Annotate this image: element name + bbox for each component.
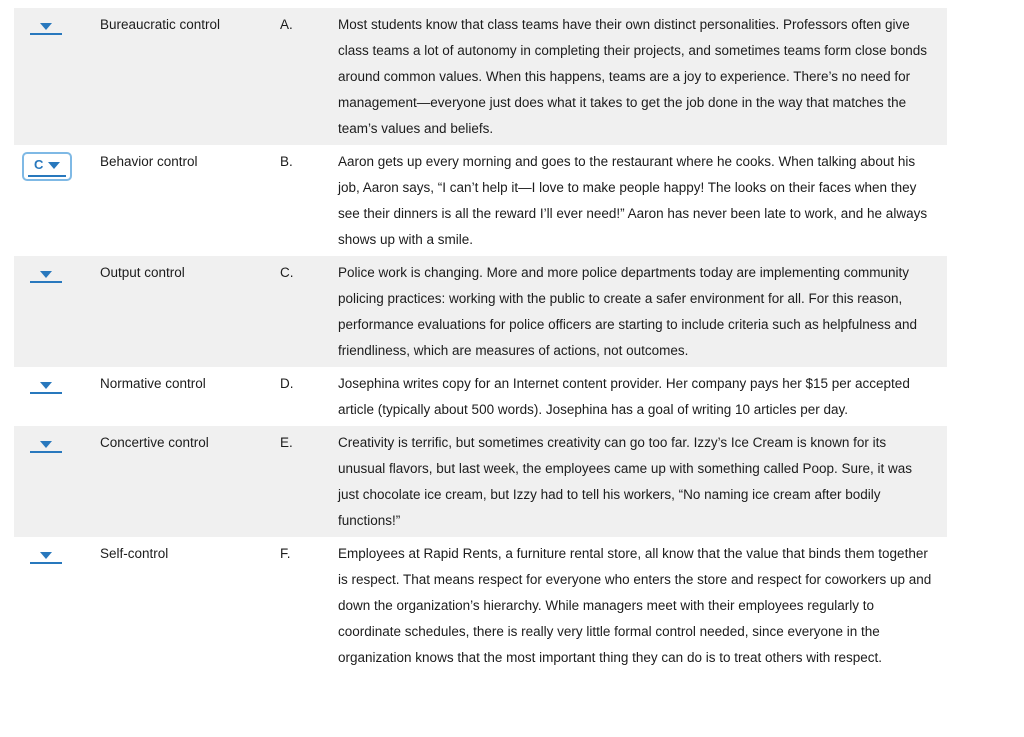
answer-dropdown-face <box>30 269 62 283</box>
option-letter: D. <box>280 376 294 391</box>
answer-dropdown-face <box>30 380 62 394</box>
answer-dropdown[interactable] <box>30 265 62 283</box>
answer-dropdown[interactable] <box>30 376 62 394</box>
match-row <box>14 145 947 256</box>
control-type-label: Behavior control <box>100 154 198 169</box>
answer-cell <box>14 12 100 142</box>
answer-dropdown[interactable] <box>30 546 62 564</box>
control-type-label: Concertive control <box>100 435 209 450</box>
scenario-text: Police work is changing. More and more police departments today are implementing community policing practices: working with the public to create a safer environment for all. For this reason, performance evaluations for police officers are starting to include criteria such as helpfulness and friendliness, which are measures of actions, not outcomes. <box>338 265 918 358</box>
option-letter: C. <box>280 265 294 280</box>
option-letter: E. <box>280 435 293 450</box>
matching-table <box>14 8 947 674</box>
scenario-text: Josephina writes copy for an Internet content provider. Her company pays her $15 per accepted article (typically about 500 words). Josephina has a goal of writing 10 articles per day. <box>338 376 910 417</box>
control-type-label: Self-control <box>100 546 169 561</box>
scenario-text: Employees at Rapid Rents, a furniture rental store, all know that the value that binds them together is respect. That means respect for everyone who enters the store and respect for coworkers up and down the organization’s hierarchy. While managers meet with their employees regularly to coordinate schedules, there is really very little formal control needed, since everyone in the organization knows that the most important thing they can do is to treat others with respect. <box>338 546 932 665</box>
answer-dropdown-face <box>30 550 62 564</box>
answer-cell <box>14 371 100 423</box>
chevron-down-icon <box>40 382 52 389</box>
answer-cell <box>14 260 100 364</box>
control-type-label: Bureaucratic control <box>100 17 221 32</box>
answer-cell <box>14 430 100 534</box>
scenario-text: Aaron gets up every morning and goes to the restaurant where he cooks. When talking about his job, Aaron says, “I can’t help it—I love to make people happy! The looks on their faces when they see their dinners is all the reward I’ll ever need!” Aaron has never been late to work, and he always shows up with a smile. <box>338 154 928 247</box>
answer-cell <box>14 149 100 253</box>
option-letter: B. <box>280 154 293 169</box>
answer-dropdown-face <box>30 21 62 35</box>
answer-dropdown[interactable] <box>22 152 72 181</box>
option-letter: A. <box>280 17 293 32</box>
answer-dropdown[interactable] <box>30 17 62 35</box>
match-row <box>14 367 947 426</box>
match-row <box>14 256 947 367</box>
control-type-label: Output control <box>100 265 185 280</box>
chevron-down-icon <box>40 23 52 30</box>
answer-dropdown-face <box>30 439 62 453</box>
scenario-text: Most students know that class teams have their own distinct personalities. Professors often give class teams a lot of autonomy in completing their projects, and sometimes teams form close bonds around common values. When this happens, teams are a joy to experience. There’s no need for management—everyone just does what it takes to get the job done in the way that matches the team’s values and beliefs. <box>338 17 928 136</box>
chevron-down-icon <box>40 552 52 559</box>
match-row <box>14 537 947 674</box>
answer-dropdown[interactable] <box>30 435 62 453</box>
option-letter: F. <box>280 546 291 561</box>
scenario-text: Creativity is terrific, but sometimes creativity can go too far. Izzy’s Ice Cream is known for its unusual flavors, but last week, the employees came up with something called Poop. Sure, it was just chocolate ice cream, but Izzy had to tell his workers, “No naming ice cream after bodily functions!” <box>338 435 913 528</box>
answer-value: C <box>34 157 44 172</box>
answer-cell <box>14 541 100 671</box>
match-row <box>14 8 947 145</box>
match-row <box>14 426 947 537</box>
chevron-down-icon <box>40 441 52 448</box>
chevron-down-icon <box>40 271 52 278</box>
answer-dropdown-face <box>28 157 66 177</box>
chevron-down-icon <box>48 162 60 169</box>
control-type-label: Normative control <box>100 376 206 391</box>
